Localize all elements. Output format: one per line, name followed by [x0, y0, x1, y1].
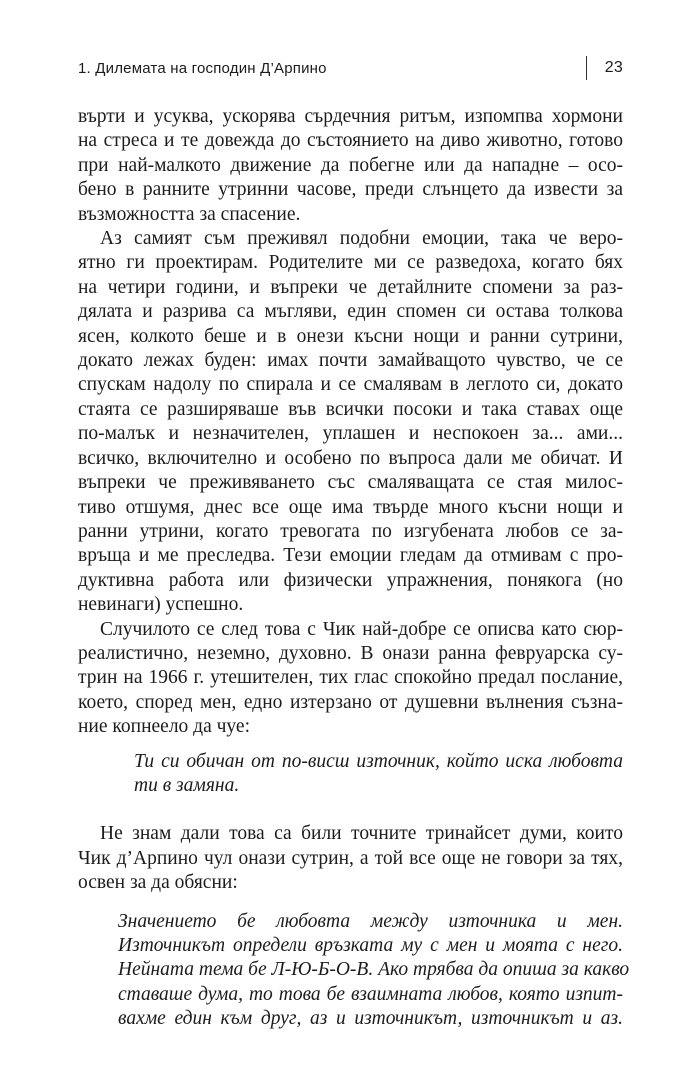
- page-number: 23: [604, 59, 623, 76]
- text-line: бено в ранните утринни часове, преди слънцето да извести за: [78, 179, 623, 201]
- text-line: всичко, включително и особено по въпроса дали ме обичат. И: [78, 447, 623, 469]
- text-line: въпреки че преживяването със смаляващата се стая милос-: [78, 472, 623, 494]
- paragraph: [78, 822, 623, 895]
- text-line: на стреса и те довежда до състоянието на диво животно, готово: [78, 130, 623, 152]
- text-line: тиво отшумя, днес все още има твърде много късни нощи и: [78, 496, 623, 518]
- text-line: ранни утрини, когато тревогата по изгубената любов се за-: [78, 520, 623, 542]
- text-line: Случилото се след това с Чик най-добре се описва като сюр-: [100, 618, 623, 640]
- text-line: ятно ги проектирам. Родителите ми се разведоха, когато бях: [78, 252, 623, 274]
- text-line: Чик д’Арпино чул онази сутрин, а той все още не говори за тях,: [78, 847, 623, 869]
- text-line: връща и ме преследва. Тези емоции гледам да отмивам с про-: [78, 545, 623, 567]
- quote-line: Нейната тема бе Л-Ю-Б-О-В. Ако трябва да опиша за какво: [118, 959, 630, 981]
- book-page: [78, 0, 630, 1075]
- header-divider: [586, 56, 587, 80]
- quote-line: Ти си обичан от по-висш източник, който иска любовта: [134, 750, 623, 772]
- text-line: ясен, колкото беше и в онези късни нощи и ранни сутрини,: [78, 325, 623, 347]
- text-line: върти и усуква, ускорява сърдечния ритъм, изпомпва хормони: [78, 106, 623, 127]
- paragraph: [78, 227, 623, 618]
- text-line: Не знам дали това са били точните тринайсет думи, които: [100, 823, 623, 845]
- paragraph: [78, 105, 623, 227]
- text-line: невинаги) успешно.: [78, 594, 244, 616]
- paragraph: [78, 618, 623, 740]
- text-line: при най-малкото движение да побегне или да нападне – осо-: [78, 154, 623, 176]
- chapter-title: 1. Дилемата на господин Д’Арпино: [78, 60, 327, 77]
- quote-line: вахме един към друг, аз и източникът, източникът и аз.: [118, 1008, 623, 1030]
- quote-line: ставаше дума, то това бе взаимната любов, която изпит-: [118, 983, 623, 1005]
- text-line: на четири години, и въпреки че детайлните спомени за раз-: [78, 276, 623, 298]
- text-line: по-малък и незначителен, уплашен и неспокоен за... ами...: [78, 423, 623, 445]
- running-header: [78, 56, 623, 82]
- text-line: дялата и разрива са мъгляви, един спомен си остава толкова: [78, 301, 623, 323]
- text-line: освен за да обясни:: [78, 872, 238, 894]
- text-line: спускам надолу по спирала и се смалявам в леглото си, докато: [78, 374, 623, 396]
- text-line: което, според мен, едно изтерзано от душевни вълнения съзна-: [78, 691, 623, 713]
- page-body: [78, 105, 630, 1032]
- quote-line: Значението бе любовта между източника и мен.: [118, 910, 623, 932]
- block-quote: [78, 910, 630, 1032]
- text-line: Аз самият съм преживял подобни емоции, така че веро-: [100, 228, 623, 250]
- block-quote: [78, 750, 623, 799]
- text-line: трин на 1966 г. утешителен, тих глас спокойно предал послание,: [78, 667, 623, 689]
- text-line: докато лежах буден: имах почти замайващото чувство, че се: [78, 350, 623, 372]
- text-line: стаята се разширяваше във всички посоки и така ставах още: [78, 398, 623, 420]
- quote-line: ти в замяна.: [134, 774, 240, 796]
- text-line: дуктивна работа или физически упражнения, понякога (но: [78, 569, 623, 591]
- text-line: ние копнеело да чуе:: [78, 716, 250, 738]
- text-line: възможността за спасение.: [78, 203, 301, 225]
- text-line: реалистично, неземно, духовно. В онази ранна февруарска су-: [78, 642, 623, 664]
- quote-line: Източникът определи връзката му с мен и моята с него.: [118, 935, 623, 956]
